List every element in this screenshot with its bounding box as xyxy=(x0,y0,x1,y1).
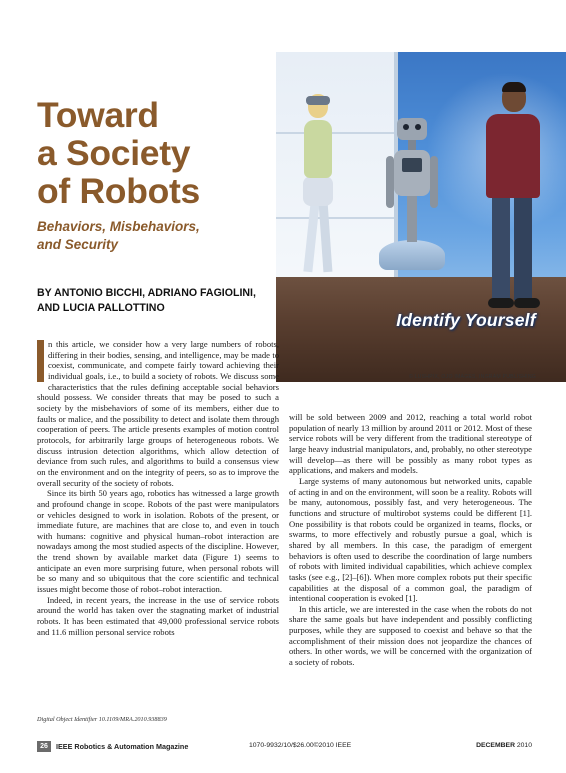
doi-note: Digital Object Identifier 10.1109/MRA.2010.938839 xyxy=(37,716,167,723)
subtitle-line: and Security xyxy=(37,237,119,252)
issn-line: 1070-9932/10/$26.00©2010 IEEE xyxy=(249,742,352,749)
title-line: a Society xyxy=(37,133,191,173)
background-window xyxy=(276,52,398,312)
image-credit: © LUSHPIX, OJO IMAGES, INGRAM PUBLISHING xyxy=(408,374,536,380)
figure-banner: Identify Yourself xyxy=(396,310,536,330)
issue-month: DECEMBER xyxy=(476,742,515,749)
body-column-right xyxy=(289,412,532,668)
issue-date xyxy=(476,742,532,749)
body-paragraph: Indeed, in recent years, the increase in the use of service robots around the world has taken over the stagnating market of industrial robots. It has been estimated that 49,000 professional service robots and 11.6 million personal service robots xyxy=(37,594,279,637)
author-line: BY ANTONIO BICCHI, ADRIANO FAGIOLINI, xyxy=(37,287,256,299)
drop-cap-bar xyxy=(37,340,44,382)
body-paragraph: In this article, we are interested in the case when the robots do not share the same goals but have independent and possibly conflicting purposes, while they are supposed to coexist and behave so that the accomplishment of their mission does not jeopardize the chances of others. In other words, we will be concerned with the organization of a society of robots. xyxy=(289,603,532,668)
abstract-paragraph xyxy=(37,339,279,488)
author-byline xyxy=(37,286,297,316)
title-line: of Robots xyxy=(37,171,200,211)
body-paragraph: Large systems of many autonomous but networked units, capable of acting in and on the environment, will soon be a reality. Robots will be many, autonomous, possibly fast, and very heterogeneous. The functions and structure of multirobot systems could be different [1]. One possibility is that robots could be organized in teams, flocks, or swarms, to more effectively and robustly pursue a goal, which is shared by all members. In this case, the paradigm of emergent behaviors is often used to describe the coordination of large numbers of robots with limited individual capabilities, which achieve complex tasks (see e.g., [2]–[6]). When more complex robots put their specific capabilities at the disposal of a common goal, the paradigm of intentional cooperation is evoked [1]. xyxy=(289,475,532,604)
title-line: Toward xyxy=(37,95,159,135)
paragraph-text: n this article, we consider how a very large numbers of robots, differing in their bodies, sensing, and intelligence, may be made to coexist, communicate, and compete fairly toward achieving their individual goals, i.e., to build a society of robots. We discuss some characteristics that the rules defining acceptable social behaviors should possess. We consider threats that may be posed to such a society by the misbehaviors of some of its members, either due to faults or malice, and the possibility to detect and isolate them through cooperation of peers. The article presents examples of motion control protocols, for arbitrarily large groups of heterogeneous robots. We discuss intrusion detection algorithms, which allow detection of deviance from such rules, and algorithms to build a consensus view on the environment and on the integrity of peers, so as to improve the overall security of the society of robots. xyxy=(37,339,279,488)
page-footer xyxy=(37,741,532,753)
hero-figure xyxy=(276,52,566,382)
subtitle-line: Behaviors, Misbehaviors, xyxy=(37,219,200,234)
body-paragraph: Since its birth 50 years ago, robotics has witnessed a large growth and profound change in scope. Robots of the past were manipulators or vehicles designed to work in isolation. Robots of the present, or immediate future, are machines that are close to, and even in touch with humans: cognitive and physical human–robot interaction are nowadays among the most studied aspects of the discipline. However, the trend shown by available market data (Figure 1) seems to anticipate an even more surprising future, when personal robots will be so many and so ubiquitous that the core scientific and technical issues might become those of robot–robot interaction. xyxy=(37,488,279,595)
page-number: 26 xyxy=(37,741,51,752)
author-line: AND LUCIA PALLOTTINO xyxy=(37,302,165,314)
issue-year: 2010 xyxy=(516,742,532,749)
body-paragraph: will be sold between 2009 and 2012, reaching a total world robot population of nearly 13 million by around 2011 or 2012. Most of these service robots will be very different from the traditional stereotype of large heavy industrial manipulators, and, probably, no other stereotype will develop—as there will be possibly as many robot types as applications, and makers and models. xyxy=(289,412,532,476)
magazine-name: IEEE Robotics & Automation Magazine xyxy=(56,742,189,751)
article-subtitle xyxy=(37,218,277,254)
body-column-left xyxy=(37,339,279,637)
article-title xyxy=(37,96,277,210)
